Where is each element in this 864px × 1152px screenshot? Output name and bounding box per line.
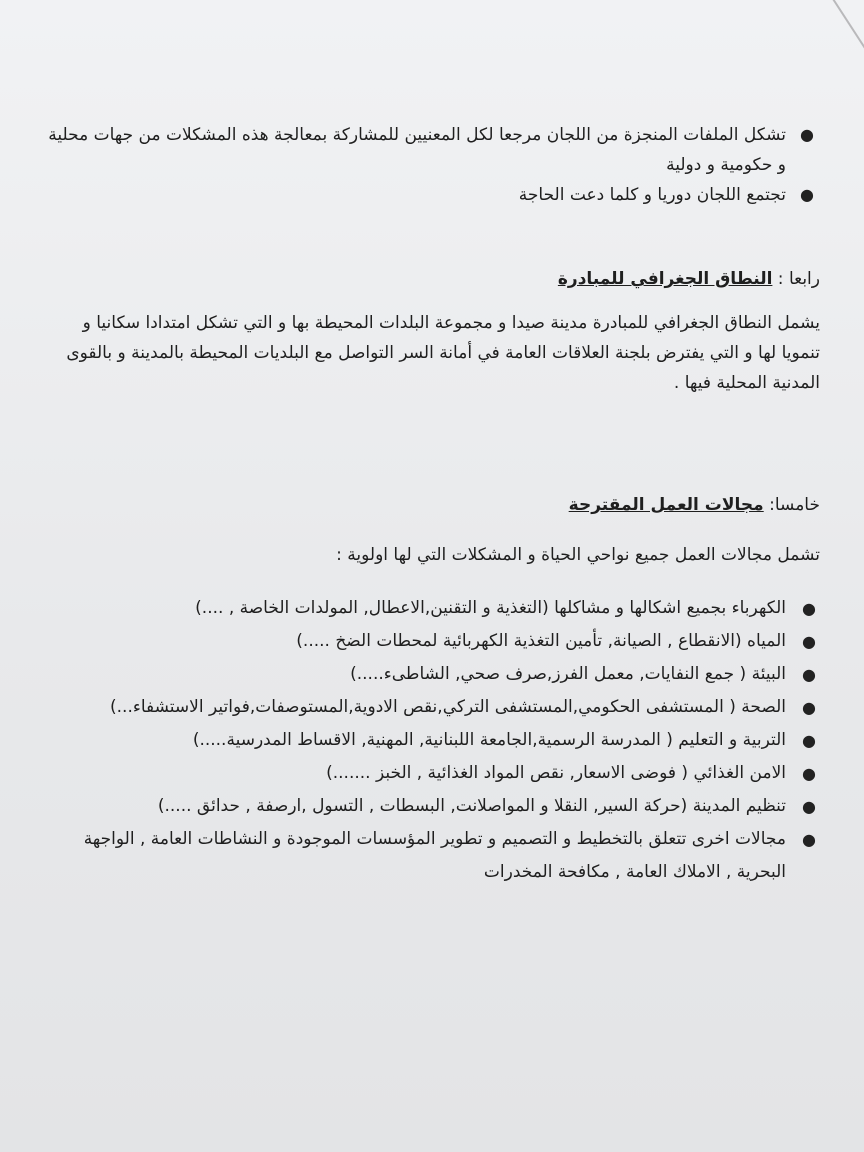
list-item <box>48 757 820 790</box>
list-item <box>48 790 820 823</box>
list-item-text: تنظيم المدينة (حركة السير, النقلا و المواصلانت, البسطات , التسول ,ارصفة , حدائق .....) <box>157 796 786 816</box>
section-four-heading <box>48 264 820 294</box>
bullet-icon: ● <box>802 698 816 717</box>
section-five-heading <box>48 490 820 520</box>
bullet-icon: ● <box>802 632 816 651</box>
bullet-icon: ● <box>800 185 814 204</box>
bullet-icon: ● <box>802 599 816 618</box>
section-five-title: مجالات العمل المقترحة <box>568 495 764 515</box>
bullet-icon: ● <box>802 797 816 816</box>
list-item-text: الكهرباء بجميع اشكالها و مشاكلها (التغذية و التقنين,الاعطال, المولدات الخاصة , ....) <box>195 598 786 618</box>
bullet-icon: ● <box>802 731 816 750</box>
list-item <box>48 724 820 757</box>
section-four-prefix: رابعا : <box>772 269 820 289</box>
bullet-icon: ● <box>802 830 816 849</box>
bullet-icon: ● <box>800 125 814 144</box>
list-item <box>48 658 820 691</box>
bullet-icon: ● <box>802 764 816 783</box>
list-item <box>48 691 820 724</box>
list-item-text: المياه (الانقطاع , الصيانة, تأمين التغذية الكهربائية لمحطات الضخ .....) <box>296 631 786 651</box>
document-page <box>48 120 820 889</box>
list-item-text: تشكل الملفات المنجزة من اللجان مرجعا لكل المعنيين للمشاركة بمعالجة هذه المشكلات من جهات محلية و حكومية و دولية <box>48 125 786 175</box>
list-item-text: مجالات اخرى تتعلق بالتخطيط و التصميم و تطوير المؤسسات الموجودة و النشاطات العامة , الواجهة البحرية , الاملاك العامة , مكافحة المخدرات <box>83 829 786 882</box>
list-item <box>48 180 820 210</box>
list-item <box>48 592 820 625</box>
list-item <box>48 823 820 889</box>
committees-list <box>48 120 820 210</box>
list-item <box>48 120 820 180</box>
list-item-text: الصحة ( المستشفى الحكومي,المستشفى التركي,نقص الادوية,المستوصفات,فواتير الاستشفاء...) <box>110 697 786 717</box>
section-four-title: النطاق الجغرافي للمبادرة <box>557 269 773 289</box>
section-four-body: يشمل النطاق الجغرافي للمبادرة مدينة صيدا و مجموعة البلدات المحيطة بها و التي تشكل امتدادا سكانيا و تنمويا لها و التي يفترض بلجنة العلاقات العامة في أمانة السر التواصل مع البلديات المحيطة بالمدينة و بالقوى المدنية المحلية فيها . <box>66 313 820 393</box>
list-item-text: الامن الغذائي ( فوضى الاسعار, نقص المواد الغذائية , الخبز .......) <box>326 763 786 783</box>
section-five-intro: تشمل مجالات العمل جميع نواحي الحياة و المشكلات التي لها اولوية : <box>336 545 820 565</box>
bullet-icon: ● <box>802 665 816 684</box>
list-item-text: التربية و التعليم ( المدرسة الرسمية,الجامعة اللبنانية, المهنية, الاقساط المدرسية.....) <box>192 730 786 750</box>
work-areas-list <box>48 592 820 889</box>
section-five-prefix: خامسا: <box>763 495 820 515</box>
list-item-text: البيئة ( جمع النفايات, معمل الفرز,صرف صحي, الشاطىء.....) <box>350 664 786 684</box>
list-item-text: تجتمع اللجان دوريا و كلما دعت الحاجة <box>518 185 786 205</box>
list-item <box>48 625 820 658</box>
